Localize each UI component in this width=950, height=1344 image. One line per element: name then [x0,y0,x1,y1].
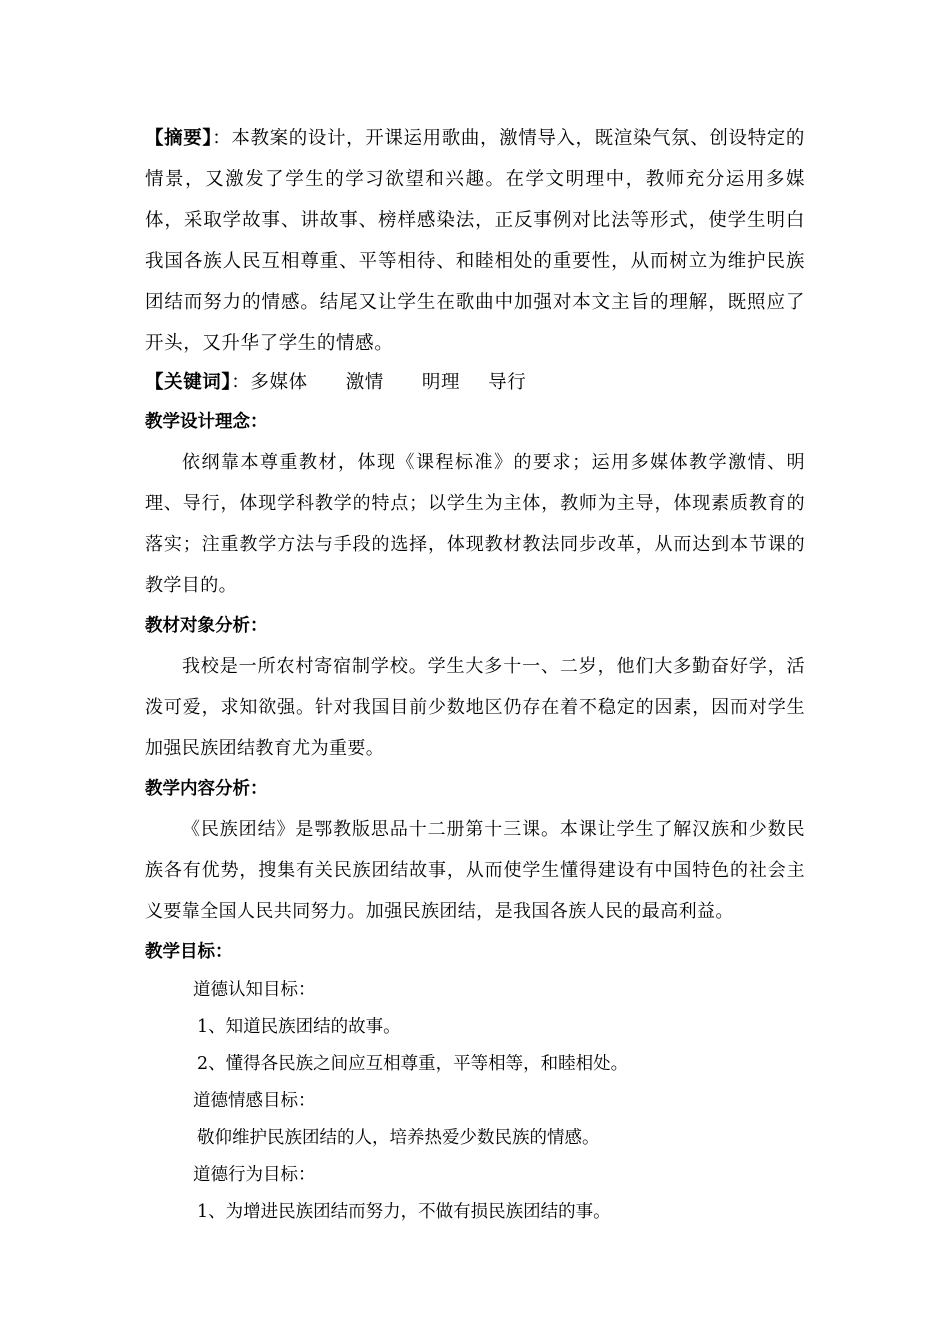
keywords-line [145,364,805,402]
keyword-item: 激情 [345,372,384,393]
emotional-objective-item: 敬仰维护民族团结的人，培养热爱少数民族的情感。 [197,1128,600,1148]
abstract-text: 本教案的设计，开课运用歌曲，激情导入，既渲染气氛、创设特定的情景，又激发了学生的学习欲望和兴趣。在学文明理中，教师充分运用多媒体，采取学故事、讲故事、榜样感染法，正反事例对比法等形式，使学生明白我国各族人民互相尊重、平等相待、和睦相处的重要性，从而树立为维护民族团结而努力的情感。结尾又让学生在歌曲中加强对本文主旨的理解，既照应了开头，又升华了学生的情感。 [145,128,805,354]
abstract-label: 【摘要】 [145,128,213,149]
keywords-label: 【关键词】 [145,372,232,393]
cognitive-objective-item: 2、懂得各民族之间应互相尊重，平等相等，和睦相处。 [197,1054,629,1074]
audience-analysis-heading: 教材对象分析： [145,616,268,636]
document-page [145,118,805,1231]
objectives-heading: 教学目标： [145,942,233,962]
content-analysis-heading: 教学内容分析： [145,779,268,799]
keywords-list [250,372,526,393]
keyword-item: 多媒体 [250,372,308,393]
design-concept-heading: 教学设计理念： [145,412,268,432]
audience-analysis-text: 我校是一所农村寄宿制学校。学生大多十一、二岁，他们大多勤奋好学，活泼可爱，求知欲强。针对我国目前少数地区仍存在着不稳定的因素，因而对学生加强民族团结教育尤为重要。 [145,656,805,759]
behavioral-objective-item: 1、为增进民族团结而努力，不做有损民族团结的事。 [197,1202,611,1222]
abstract-colon: ： [212,128,232,149]
design-concept-text: 依纲靠本尊重教材，体现《课程标准》的要求；运用多媒体教学激情、明理、导行，体现学科教学的特点；以学生为主体，教师为主导，体现素质教育的落实；注重教学方法与手段的选择，体现教材教法同步改革，从而达到本节课的教学目的。 [145,452,805,596]
emotional-objective-title: 道德情感目标： [193,1091,316,1111]
behavioral-objective-title: 道德行为目标： [193,1165,316,1185]
abstract-paragraph [145,118,805,364]
content-analysis-text: 《民族团结》是鄂教版思品十二册第十三课。本课让学生了解汉族和少数民族各有优势，搜集有关民族团结故事，从而使学生懂得建设有中国特色的社会主义要靠全国人民共同努力。加强民族团结，是我国各族人民的最高利益。 [145,819,805,922]
cognitive-objective-item: 1、知道民族团结的故事。 [197,1017,401,1037]
cognitive-objective-title: 道德认知目标： [193,980,316,1000]
keyword-item: 导行 [488,372,527,393]
keywords-colon: ： [231,372,251,393]
keyword-item: 明理 [421,372,461,393]
